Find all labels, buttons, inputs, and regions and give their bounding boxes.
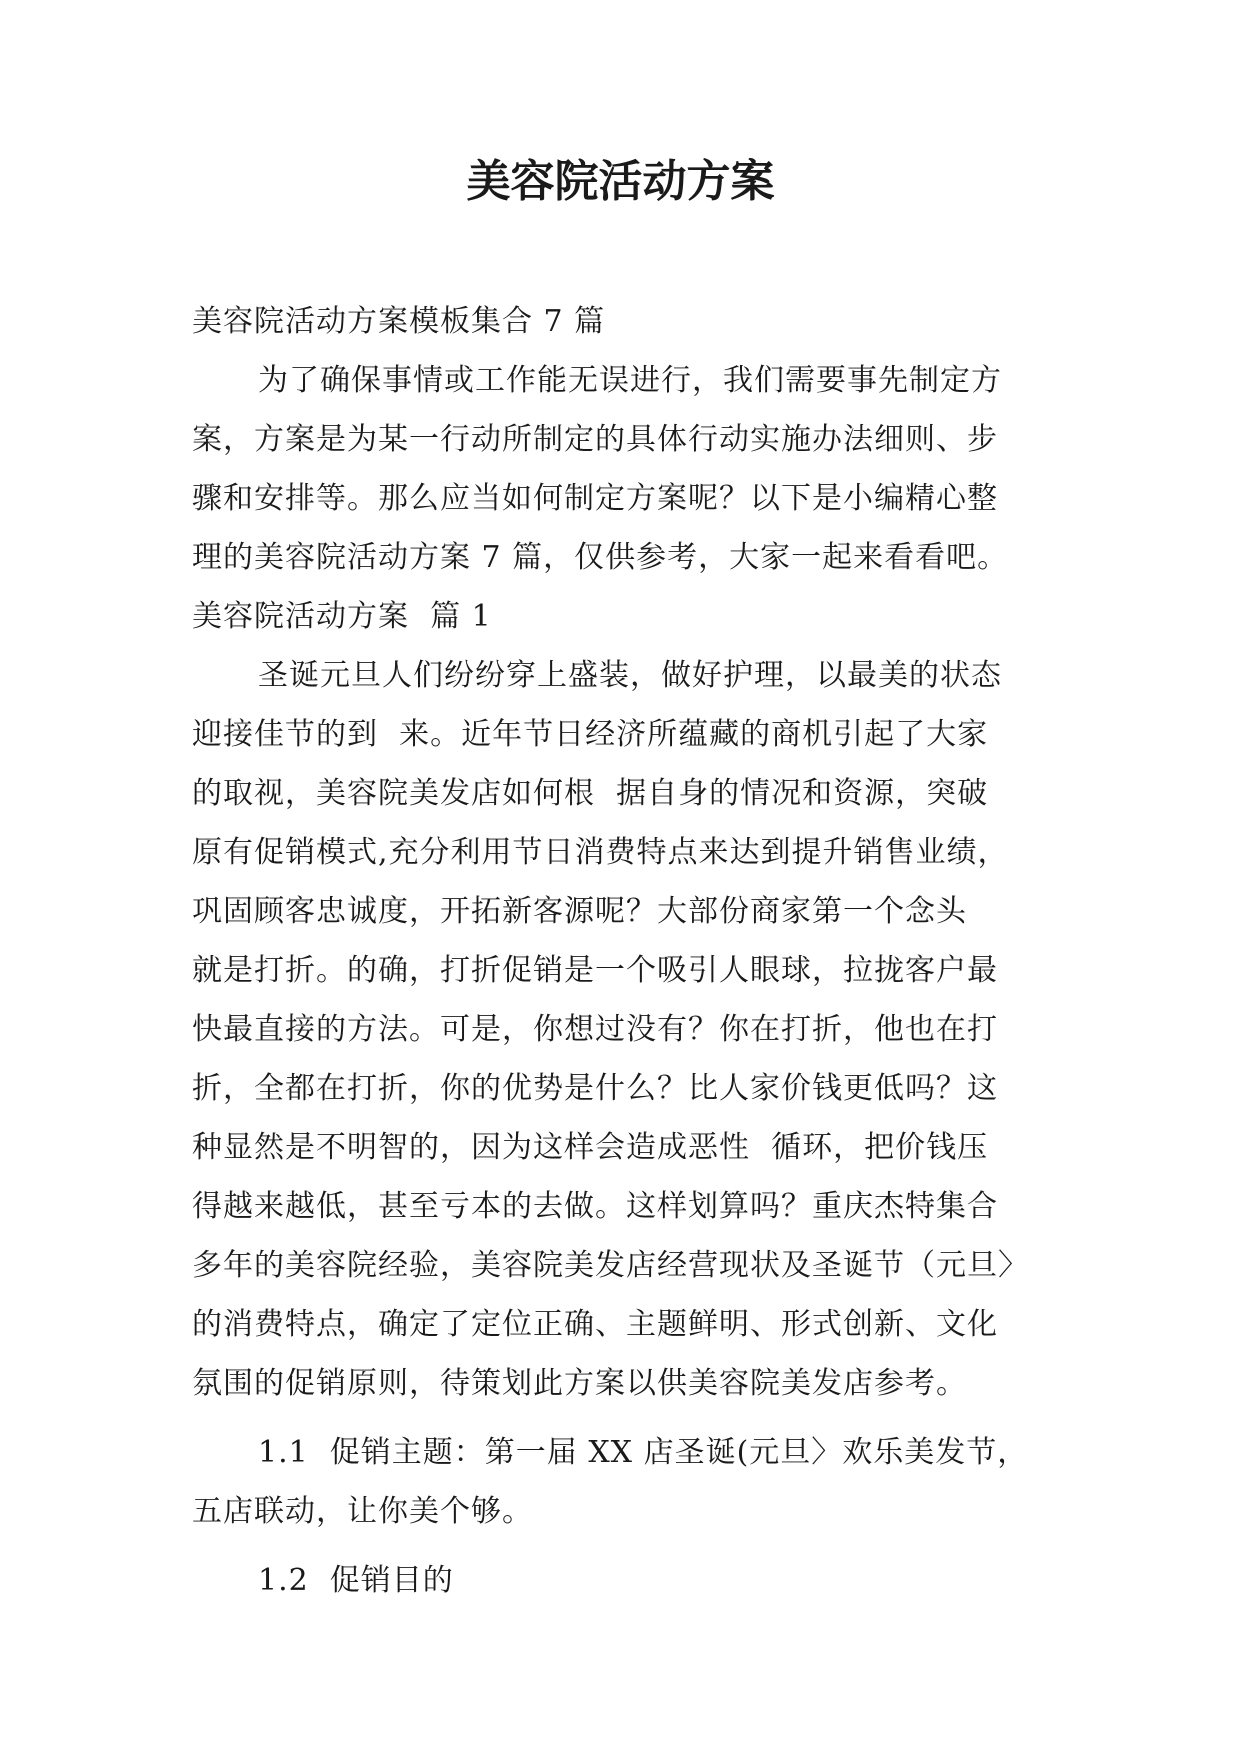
section-line: 圣诞元旦人们纷纷穿上盛装，做好护理，以最美的状态 bbox=[258, 658, 1002, 693]
section-line: 的取视，美容院美发店如何根 据自身的情况和资源，突破 bbox=[192, 776, 989, 811]
document-title: 美容院活动方案 bbox=[466, 156, 775, 207]
intro-line: 骤和安排等。那么应当如何制定方案呢？以下是小编精心整 bbox=[192, 481, 998, 516]
purpose-heading: 1.2 促销目的 bbox=[258, 1563, 454, 1598]
intro-line: 为了确保事情或工作能无误进行，我们需要事先制定方 bbox=[258, 363, 1002, 398]
section-line: 多年的美容院经验，美容院美发店经营现状及圣诞节（元旦〉 bbox=[192, 1248, 1029, 1283]
section-line: 原有促销模式,充分利用节日消费特点来达到提升销售业绩， bbox=[192, 835, 1009, 870]
section-line: 就是打折。的确，打折促销是一个吸引人眼球，拉拢客户最 bbox=[192, 953, 998, 988]
document-subtitle: 美容院活动方案模板集合 7 篇 bbox=[192, 304, 606, 339]
intro-line: 案，方案是为某一行动所制定的具体行动实施办法细则、步 bbox=[192, 422, 998, 457]
section-line: 快最直接的方法。可是，你想过没有？你在打折，他也在打 bbox=[192, 1012, 998, 1047]
section-heading: 美容院活动方案 篇 1 bbox=[192, 599, 492, 634]
theme-line: 五店联动，让你美个够。 bbox=[192, 1494, 533, 1529]
theme-line: 1.1 促销主题：第一届 XX 店圣诞(元旦〉欢乐美发节， bbox=[258, 1435, 1029, 1470]
section-line: 折，全都在打折，你的优势是什么？比人家价钱更低吗？这 bbox=[192, 1071, 998, 1106]
section-line: 的消费特点，确定了定位正确、主题鲜明、形式创新、文化 bbox=[192, 1307, 998, 1342]
section-line: 氛围的促销原则，待策划此方案以供美容院美发店参考。 bbox=[192, 1366, 967, 1401]
section-line: 迎接佳节的到 来。近年节日经济所蕴藏的商机引起了大家 bbox=[192, 717, 989, 752]
section-line: 巩固顾客忠诚度，开拓新客源呢？大部份商家第一个念头 bbox=[192, 894, 967, 929]
section-line: 种显然是不明智的，因为这样会造成恶性 循环，把价钱压 bbox=[192, 1130, 989, 1165]
intro-line: 理的美容院活动方案 7 篇，仅供参考，大家一起来看看吧。 bbox=[192, 540, 1009, 575]
section-line: 得越来越低，甚至亏本的去做。这样划算吗？重庆杰特集合 bbox=[192, 1189, 998, 1224]
document-body bbox=[192, 292, 1062, 1610]
